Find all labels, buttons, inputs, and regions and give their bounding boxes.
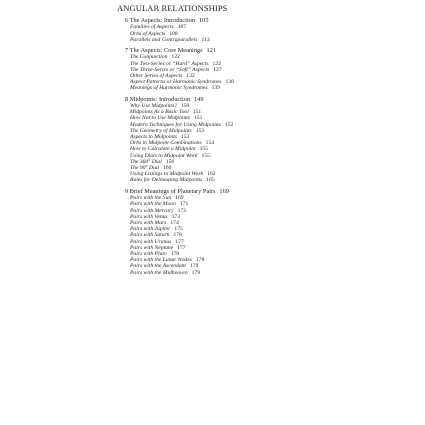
entry-title: Why Use Midpoints? bbox=[130, 103, 177, 110]
entry-title: Pairs with the Lunar Nodes bbox=[130, 257, 192, 264]
chapter-page-number: 169 bbox=[219, 187, 229, 195]
entry-page-number: 171 bbox=[179, 201, 189, 208]
entry-page-number: 155 bbox=[199, 146, 208, 153]
chapter-section bbox=[123, 188, 423, 276]
entry-list bbox=[123, 195, 423, 276]
entry-title: Aspect Patterns or Harmonic Syndromes bbox=[130, 79, 222, 86]
entry-page-number: 175 bbox=[174, 226, 183, 233]
entry-page-number: 173 bbox=[171, 213, 180, 220]
entry-page-number: 172 bbox=[177, 207, 186, 214]
entry-title: Pairs with Mercury bbox=[130, 207, 174, 214]
entry-page-number: 156 bbox=[165, 158, 175, 165]
entry-page-number: 178 bbox=[195, 257, 205, 264]
entry-title: Pairs with Mars bbox=[130, 219, 167, 226]
entry-page-number: 165 bbox=[206, 177, 215, 184]
entry-title: Pairs with Neptune bbox=[130, 244, 174, 251]
entry-page-number: 179 bbox=[191, 269, 201, 276]
chapter-section bbox=[123, 17, 423, 43]
chapter-title bbox=[123, 96, 423, 103]
entry-title: Orbs of Aspects bbox=[130, 30, 166, 37]
entry-title: Pairs with Pluto bbox=[130, 250, 167, 257]
entry-title: Pairs with the Moon bbox=[130, 201, 176, 208]
chapter-page-number: 105 bbox=[199, 17, 209, 24]
entry-title: Midpoints As a Basic Tool bbox=[130, 109, 189, 116]
toc-entry bbox=[130, 37, 423, 43]
entry-page-number: 132 bbox=[186, 73, 195, 80]
entry-page-number: 122 bbox=[212, 60, 221, 67]
entry-title: The Two-Series or “Hard” Aspects bbox=[130, 60, 209, 67]
entry-title: Pairs with Saturn bbox=[130, 232, 170, 239]
entry-page-number: 177 bbox=[175, 238, 184, 245]
chapter-title-text: 8 Midpoints: Introduction bbox=[125, 95, 191, 103]
entry-page-number: 153 bbox=[195, 127, 205, 134]
entry-title: Pairs with Venus bbox=[130, 213, 168, 220]
entry-page-number: 154 bbox=[205, 140, 215, 147]
chapter-page-number: 149 bbox=[194, 95, 204, 103]
entry-page-number: 150 bbox=[180, 103, 190, 110]
entry-title: Parallels and Contraparallels bbox=[130, 36, 198, 43]
entry-title: Pairs with Uranus bbox=[130, 238, 172, 245]
entry-title: The Three-Series or “Soft” Aspects bbox=[130, 66, 210, 73]
chapter-list bbox=[123, 17, 423, 276]
entry-title: Families of Aspects bbox=[130, 24, 174, 31]
toc-entry bbox=[130, 270, 423, 276]
entry-page-number: 127 bbox=[213, 66, 222, 73]
entry-page-number: 177 bbox=[177, 244, 186, 251]
entry-title: Pairs with Jupiter bbox=[130, 226, 171, 233]
entry-page-number: 169 bbox=[175, 195, 184, 202]
toc-entry bbox=[130, 177, 423, 183]
entry-page-number: 122 bbox=[171, 54, 180, 61]
toc-entry bbox=[130, 85, 423, 91]
entry-title: Orbs in Midpoint Combinations bbox=[130, 140, 202, 147]
entry-page-number: 155 bbox=[201, 152, 210, 159]
chapter-section bbox=[123, 47, 423, 92]
entry-page-number: 151 bbox=[193, 115, 203, 122]
part-heading: ANGULAR RELATIONSHIPS bbox=[117, 3, 228, 13]
entry-title: How to Calculate a Midpoint bbox=[130, 146, 196, 153]
chapter-section bbox=[123, 96, 423, 184]
entry-page-number: 139 bbox=[211, 85, 221, 92]
entry-title: Pairs with the Sun bbox=[130, 195, 172, 202]
entry-title: Meanings of Harmonic Syndromes bbox=[130, 85, 208, 92]
entry-title: How Not to Use Midpoints bbox=[130, 115, 190, 122]
entry-list bbox=[123, 24, 423, 43]
entry-page-number: 107 bbox=[177, 24, 187, 31]
entry-title: Using Dials in Midpoint Work bbox=[130, 152, 198, 159]
entry-title: Rules for Delineating Midpoints bbox=[130, 177, 203, 184]
chapter-title bbox=[123, 47, 423, 54]
entry-page-number: 152 bbox=[224, 121, 234, 128]
entry-list bbox=[123, 103, 423, 184]
entry-page-number: 179 bbox=[190, 263, 199, 270]
entry-page-number: 176 bbox=[173, 232, 182, 239]
entry-list bbox=[123, 54, 423, 91]
chapter-title-text: 6 The Aspects: Introduction bbox=[125, 17, 196, 24]
entry-title: The Conjunction bbox=[130, 54, 168, 61]
entry-title: The 360° Dial bbox=[130, 158, 162, 165]
entry-page-number: 174 bbox=[170, 219, 179, 226]
chapter-title-text: 7 The Aspects: Core Meanings bbox=[125, 47, 203, 55]
entry-page-number: 113 bbox=[201, 36, 210, 43]
entry-title: Modern Techniques for Using Midpoints bbox=[130, 121, 221, 128]
entry-title: Aspects to Midpoints bbox=[130, 134, 177, 141]
entry-page-number: 151 bbox=[192, 109, 202, 116]
entry-title: Using Listings in Midpoint Work bbox=[130, 171, 204, 178]
chapter-title-text: 9 Brief Meanings of Planetary Pairs bbox=[125, 187, 216, 195]
entry-title: Pairs with the Midheaven bbox=[130, 269, 188, 276]
entry-page-number: 160 bbox=[162, 165, 172, 172]
entry-title: Pairs with the Ascendant bbox=[130, 263, 186, 270]
entry-title: The Geometry of Midpoints bbox=[130, 127, 192, 134]
entry-page-number: 108 bbox=[169, 30, 178, 37]
entry-page-number: 162 bbox=[207, 171, 216, 178]
entry-page-number: 153 bbox=[180, 134, 190, 141]
entry-page-number: 136 bbox=[225, 79, 234, 86]
entry-page-number: 178 bbox=[170, 250, 180, 257]
entry-title: Other Series of Aspects bbox=[130, 73, 183, 80]
chapter-page-number: 121 bbox=[206, 47, 216, 55]
chapter-title bbox=[123, 188, 423, 195]
entry-title: The 90° Dial bbox=[130, 165, 159, 172]
